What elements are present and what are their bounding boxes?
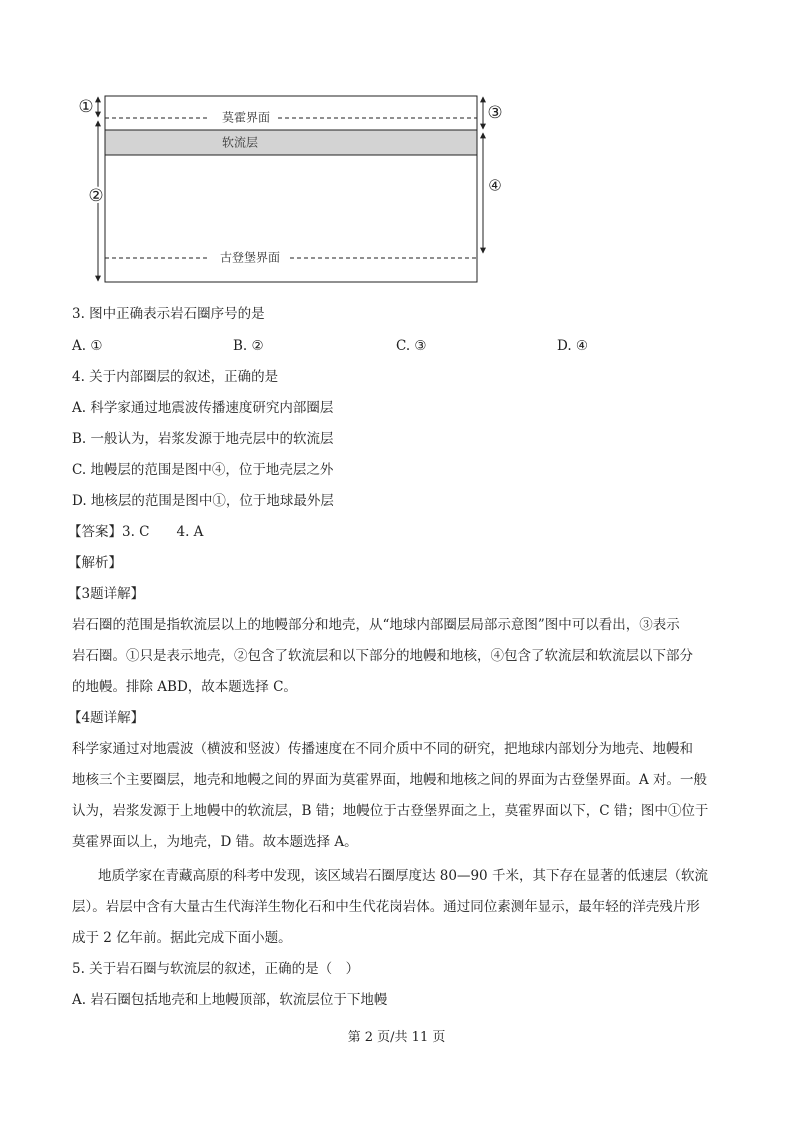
q4-option-c: C. 地幔层的范围是图中④，位于地壳层之外	[72, 462, 334, 478]
answer-line: 【答案】3. C 4. A	[68, 524, 204, 540]
q3-option-b: B. ②	[233, 338, 264, 354]
detail-4-line: 认为，岩浆发源于上地幔中的软流层，B 错；地幔位于古登堡界面之上，莫霍界面以下，C 错；图中①位于	[72, 803, 709, 819]
marker-3: ③	[487, 103, 503, 123]
q5-option-a: A. 岩石圈包括地壳和上地幔顶部，软流层位于下地幔	[72, 992, 388, 1008]
q4-option-a: A. 科学家通过地震波传播速度研究内部圈层	[72, 400, 334, 416]
passage-line: 成于 2 亿年前。据此完成下面小题。	[72, 930, 292, 946]
question-4-stem: 4. 关于内部圈层的叙述，正确的是	[72, 369, 279, 385]
marker-4: ④	[488, 176, 502, 195]
passage-line: 地质学家在青藏高原的科考中发现，该区域岩石圈厚度达 80—90 千米，其下存在显著的低速层（软流	[98, 868, 708, 884]
question-3-stem: 3. 图中正确表示岩石圈序号的是	[72, 306, 265, 322]
gutenberg-label: 古登堡界面	[220, 250, 281, 265]
analysis-title: 【解析】	[68, 555, 122, 571]
detail-4-line: 地核三个主要圈层，地壳和地幔之间的界面为莫霍界面，地幔和地核之间的界面为古登堡界面。A 对。一般	[72, 772, 708, 788]
page-footer: 第 2 页/共 11 页	[347, 1030, 446, 1045]
detail-3-line: 岩石圈。①只是表示地壳，②包含了软流层和以下部分的地幔和地核，④包含了软流层和软流层以下部分	[72, 648, 693, 664]
q3-option-a: A. ①	[72, 338, 103, 354]
passage-line: 层）。岩层中含有大量古生代海洋生物化石和中生代花岗岩体。通过同位素测年显示，最年轻的洋壳残片形	[72, 899, 700, 915]
marker-1: ①	[78, 97, 94, 117]
asthenosphere-band	[105, 130, 477, 155]
q3-option-d: D. ④	[557, 338, 589, 354]
detail-4-line: 科学家通过对地震波（横波和竖波）传播速度在不同介质中不同的研究，把地球内部划分为地壳、地幔和	[72, 741, 693, 757]
q3-option-c: C. ③	[396, 338, 427, 354]
layer-box	[105, 96, 477, 282]
detail-3-title: 【3题详解】	[68, 586, 145, 602]
q4-option-b: B. 一般认为，岩浆发源于地壳层中的软流层	[72, 431, 334, 447]
earth-interior-diagram	[0, 0, 793, 300]
detail-4-line: 莫霍界面以上，为地壳，D 错。故本题选择 A。	[72, 834, 358, 850]
marker-2: ②	[88, 186, 104, 206]
asthenosphere-label: 软流层	[222, 135, 259, 150]
detail-3-line: 岩石圈的范围是指软流层以上的地幔部分和地壳，从“地球内部圈层局部示意图”图中可以看出，③表示	[72, 617, 680, 633]
detail-4-title: 【4题详解】	[68, 710, 145, 726]
moho-label: 莫霍界面	[222, 110, 271, 125]
detail-3-line: 的地幔。排除 ABD，故本题选择 C。	[72, 679, 297, 695]
q4-option-d: D. 地核层的范围是图中①，位于地球最外层	[72, 493, 334, 509]
question-5-stem: 5. 关于岩石圈与软流层的叙述，正确的是（ ）	[72, 961, 360, 977]
